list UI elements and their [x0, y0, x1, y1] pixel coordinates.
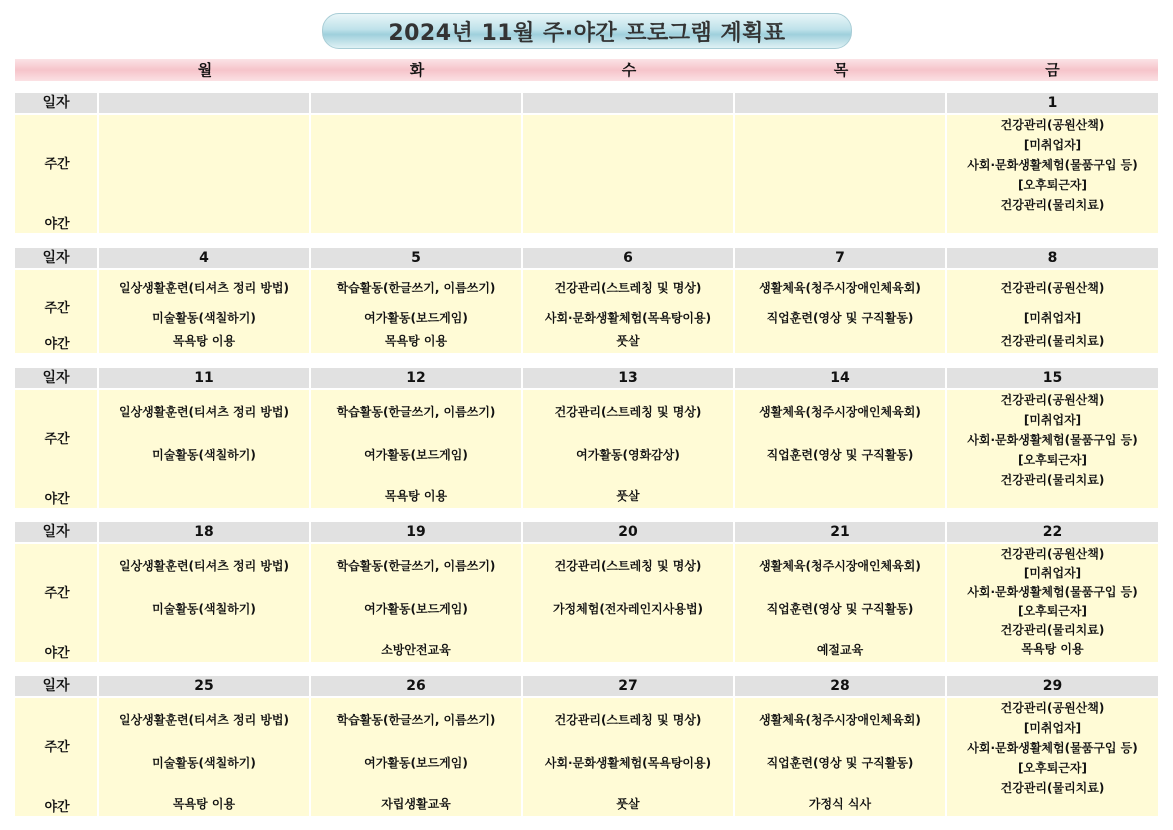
program-item: 건강관리(공원산책) — [1000, 118, 1105, 132]
date-cell: 18 — [99, 522, 309, 542]
program-cell — [947, 698, 1158, 816]
program-item: [오후퇴근자] — [1018, 178, 1087, 192]
program-item: 목욕탕 이용 — [172, 334, 236, 348]
program-item: 생활체육(청주시장애인체육회) — [759, 713, 921, 727]
page-title: 2024년 11월 주·야간 프로그램 계획표 — [388, 20, 786, 46]
weekday-header — [15, 59, 1158, 81]
program-item: 일상생활훈련(티셔츠 정리 방법) — [118, 713, 290, 727]
time-label-column — [15, 115, 97, 233]
date-cell: 7 — [735, 248, 945, 268]
program-item: 건강관리(스트레칭 및 명상) — [554, 713, 702, 727]
date-cell: 13 — [523, 368, 733, 388]
night-label: 야간 — [44, 492, 70, 507]
program-cell — [311, 390, 521, 508]
date-cell: 28 — [735, 676, 945, 696]
program-item: 여가활동(영화감상) — [576, 448, 680, 462]
program-item: 사회·문화생활체험(물품구입 등) — [967, 158, 1138, 172]
program-item: 일상생활훈련(티셔츠 정리 방법) — [118, 559, 290, 573]
program-item: 직업훈련(영상 및 구직활동) — [766, 311, 914, 325]
date-cell: 6 — [523, 248, 733, 268]
program-item: 학습활동(한글쓰기, 이름쓰기) — [336, 281, 496, 295]
date-cell: 25 — [99, 676, 309, 696]
weekday-fri: 금 — [1045, 61, 1060, 79]
program-item: 일상생활훈련(티셔츠 정리 방법) — [118, 405, 290, 419]
program-item: 학습활동(한글쓰기, 이름쓰기) — [336, 559, 496, 573]
week-block — [15, 93, 1158, 233]
program-item: 여가활동(보드게임) — [364, 756, 468, 770]
program-cell — [735, 698, 945, 816]
program-cell — [99, 270, 309, 353]
week-block — [15, 368, 1158, 508]
program-item: 건강관리(물리치료) — [1000, 473, 1105, 487]
date-cell: 26 — [311, 676, 521, 696]
date-cell — [523, 93, 733, 113]
program-item: 미술활동(색칠하기) — [152, 602, 256, 616]
program-item: 사회·문화생활체험(물품구입 등) — [967, 585, 1138, 599]
program-item: 가정식 식사 — [808, 797, 872, 811]
program-item: 자립생활교육 — [381, 797, 451, 811]
program-item: 건강관리(공원산책) — [1000, 393, 1105, 407]
program-item: 가정체험(전자레인지사용법) — [552, 602, 704, 616]
program-cell — [523, 544, 733, 662]
program-cell — [947, 115, 1158, 233]
program-item: 일상생활훈련(티셔츠 정리 방법) — [118, 281, 290, 295]
program-cell — [735, 544, 945, 662]
date-cell: 8 — [947, 248, 1158, 268]
date-cell: 27 — [523, 676, 733, 696]
time-label-column — [15, 544, 97, 662]
program-item: 직업훈련(영상 및 구직활동) — [766, 602, 914, 616]
date-cell — [99, 93, 309, 113]
program-item: 학습활동(한글쓰기, 이름쓰기) — [336, 713, 496, 727]
program-cell — [99, 698, 309, 816]
program-item: 건강관리(스트레칭 및 명상) — [554, 559, 702, 573]
program-item: [오후퇴근자] — [1018, 604, 1087, 618]
program-cell — [99, 115, 309, 233]
program-cell — [947, 390, 1158, 508]
program-item: [오후퇴근자] — [1018, 453, 1087, 467]
program-cell — [311, 270, 521, 353]
program-item: 사회·문화생활체험(물품구입 등) — [967, 741, 1138, 755]
program-item: 직업훈련(영상 및 구직활동) — [766, 448, 914, 462]
date-cell: 14 — [735, 368, 945, 388]
daytime-label: 주간 — [44, 586, 70, 601]
date-cell: 12 — [311, 368, 521, 388]
date-cell: 19 — [311, 522, 521, 542]
program-item: [미취업자] — [1023, 138, 1082, 152]
program-item: 사회·문화생활체험(목욕탕이용) — [544, 311, 712, 325]
program-item: 생활체육(청주시장애인체육회) — [759, 405, 921, 419]
program-item: 풋살 — [616, 334, 640, 348]
program-cell — [523, 390, 733, 508]
date-cell — [735, 93, 945, 113]
program-item: 사회·문화생활체험(목욕탕이용) — [544, 756, 712, 770]
date-label: 일자 — [15, 676, 97, 696]
night-label: 야간 — [44, 800, 70, 815]
daytime-label: 주간 — [44, 301, 70, 316]
daytime-label: 주간 — [44, 432, 70, 447]
program-item: [오후퇴근자] — [1018, 761, 1087, 775]
program-cell — [311, 698, 521, 816]
program-cell — [523, 698, 733, 816]
program-item: [미취업자] — [1023, 721, 1082, 735]
program-item: 생활체육(청주시장애인체육회) — [759, 281, 921, 295]
program-cell — [523, 270, 733, 353]
time-label-column — [15, 270, 97, 353]
program-item: 풋살 — [616, 797, 640, 811]
date-cell: 22 — [947, 522, 1158, 542]
weekday-mon: 월 — [197, 61, 213, 79]
week-block — [15, 676, 1158, 816]
program-cell — [735, 270, 945, 353]
program-cell — [311, 544, 521, 662]
time-label-column — [15, 698, 97, 816]
program-item: 미술활동(색칠하기) — [152, 311, 256, 325]
program-item: 건강관리(물리치료) — [1000, 623, 1105, 637]
program-cell — [735, 115, 945, 233]
date-cell: 15 — [947, 368, 1158, 388]
program-item: 미술활동(색칠하기) — [152, 756, 256, 770]
program-item: 건강관리(공원산책) — [1000, 281, 1105, 295]
program-item: 건강관리(물리치료) — [1000, 198, 1105, 212]
week-block — [15, 248, 1158, 353]
program-cell — [99, 544, 309, 662]
date-label: 일자 — [15, 248, 97, 268]
program-cell — [311, 115, 521, 233]
program-item: 생활체육(청주시장애인체육회) — [759, 559, 921, 573]
date-cell: 1 — [947, 93, 1158, 113]
program-item: 여가활동(보드게임) — [364, 602, 468, 616]
program-item: 건강관리(스트레칭 및 명상) — [554, 405, 702, 419]
date-label: 일자 — [15, 522, 97, 542]
program-item: 예절교육 — [816, 643, 864, 657]
program-cell — [947, 270, 1158, 353]
program-item: [미취업자] — [1023, 413, 1082, 427]
date-cell: 29 — [947, 676, 1158, 696]
program-item: [미취업자] — [1023, 566, 1082, 580]
program-item: 목욕탕 이용 — [384, 489, 448, 503]
program-item: 학습활동(한글쓰기, 이름쓰기) — [336, 405, 496, 419]
night-label: 야간 — [44, 337, 70, 352]
program-item: 직업훈련(영상 및 구직활동) — [766, 756, 914, 770]
date-cell — [311, 93, 521, 113]
daytime-label: 주간 — [44, 740, 70, 755]
program-item: 사회·문화생활체험(물품구입 등) — [967, 433, 1138, 447]
title-banner — [322, 13, 852, 49]
program-item: 건강관리(공원산책) — [1000, 547, 1105, 561]
program-cell — [99, 390, 309, 508]
date-cell: 4 — [99, 248, 309, 268]
program-item: 건강관리(스트레칭 및 명상) — [554, 281, 702, 295]
program-item: 소방안전교육 — [381, 643, 451, 657]
time-label-column — [15, 390, 97, 508]
date-cell: 20 — [523, 522, 733, 542]
date-label: 일자 — [15, 93, 97, 113]
program-item: 미술활동(색칠하기) — [152, 448, 256, 462]
week-block — [15, 522, 1158, 662]
date-cell: 21 — [735, 522, 945, 542]
program-item: 풋살 — [616, 489, 640, 503]
program-item: 목욕탕 이용 — [172, 797, 236, 811]
program-item: 건강관리(물리치료) — [1000, 334, 1105, 348]
program-item: 여가활동(보드게임) — [364, 311, 468, 325]
program-item: 여가활동(보드게임) — [364, 448, 468, 462]
night-label: 야간 — [44, 217, 70, 232]
date-cell: 5 — [311, 248, 521, 268]
night-label: 야간 — [44, 646, 70, 661]
program-cell — [523, 115, 733, 233]
weekday-thu: 목 — [833, 61, 849, 79]
date-cell: 11 — [99, 368, 309, 388]
daytime-label: 주간 — [44, 157, 70, 172]
program-item: [미취업자] — [1023, 311, 1082, 325]
program-item: 건강관리(물리치료) — [1000, 781, 1105, 795]
weekday-wed: 수 — [621, 61, 637, 79]
program-cell — [735, 390, 945, 508]
date-label: 일자 — [15, 368, 97, 388]
program-item: 건강관리(공원산책) — [1000, 701, 1105, 715]
weekday-tue: 화 — [409, 61, 425, 79]
program-cell — [947, 544, 1158, 662]
program-item: 목욕탕 이용 — [1021, 642, 1084, 656]
program-item: 목욕탕 이용 — [384, 334, 448, 348]
